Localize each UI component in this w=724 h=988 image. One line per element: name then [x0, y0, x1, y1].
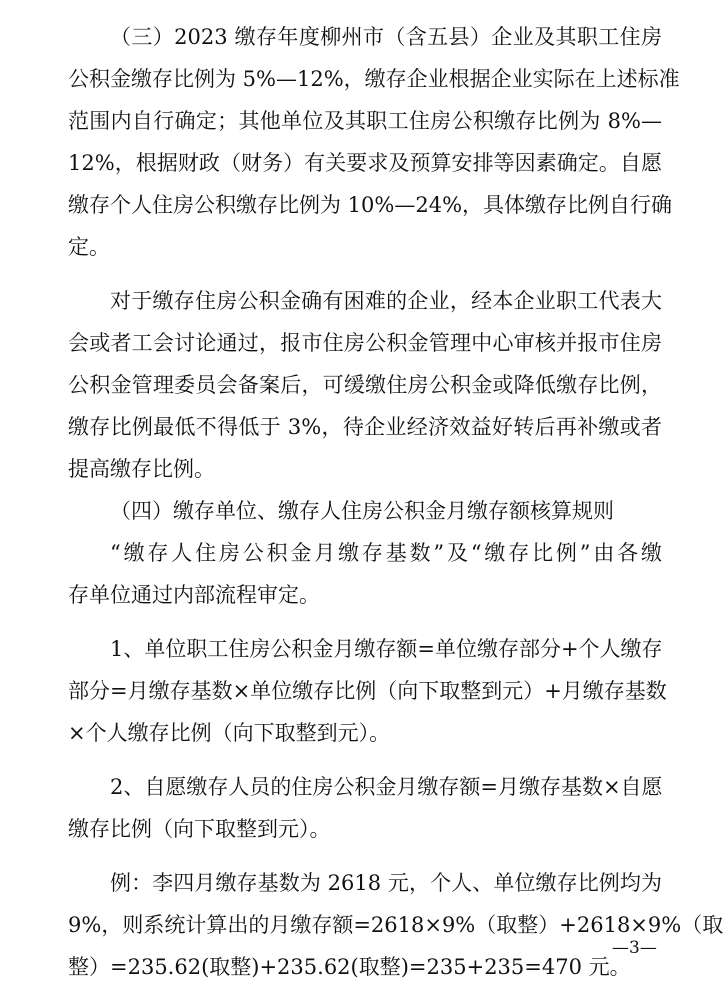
page-number: —3— — [612, 938, 657, 958]
text-line: 1、单位职工住房公积金月缴存额=单位缴存部分+个人缴存 — [110, 637, 663, 661]
text-line: 范围内自行确定；其他单位及其职工住房公积缴存比例为 8%— — [68, 109, 662, 133]
text-line: 2、自愿缴存人员的住房公积金月缴存额=月缴存基数×自愿 — [110, 775, 663, 799]
text-line: “缴存人住房公积金月缴存基数”及“缴存比例”由各缴 — [110, 541, 662, 565]
text-line: 公积金缴存比例为 5%—12%，缴存企业根据企业实际在上述标准 — [68, 67, 680, 91]
text-line: 提高缴存比例。 — [68, 457, 215, 481]
text-line: 缴存个人住房公积缴存比例为 10%—24%，具体缴存比例自行确 — [68, 193, 673, 217]
text-line: 9%，则系统计算出的月缴存额=2618×9%（取整）+2618×9%（取 — [68, 913, 724, 937]
paragraph-example — [68, 862, 724, 988]
text-line: 整）=235.62(取整)+235.62(取整)=235+235=470 元。 — [68, 955, 631, 979]
paragraph-rule-1 — [68, 628, 667, 754]
text-line: 部分=月缴存基数×单位缴存比例（向下取整到元）+月缴存基数 — [68, 679, 667, 703]
text-line: 12%，根据财政（财务）有关要求及预算安排等因素确定。自愿 — [68, 151, 662, 175]
paragraph-base-and-ratio — [68, 532, 662, 616]
text-line: 会或者工会讨论通过，报市住房公积金管理中心审核并报市住房 — [68, 331, 662, 355]
section-heading-calculation-rules: （四）缴存单位、缴存人住房公积金月缴存额核算规则 — [110, 499, 614, 523]
paragraph-difficulty-enterprises — [68, 280, 662, 490]
paragraph-contribution-ratio — [68, 16, 680, 268]
paragraph-rule-2 — [68, 766, 662, 850]
text-line: 缴存比例最低不得低于 3%，待企业经济效益好转后再补缴或者 — [68, 415, 662, 439]
paragraph-gap — [68, 754, 662, 766]
paragraph-gap — [68, 616, 662, 628]
paragraph-gap — [68, 268, 662, 280]
text-line: 对于缴存住房公积金确有困难的企业，经本企业职工代表大 — [110, 289, 662, 313]
text-line: 例：李四月缴存基数为 2618 元，个人、单位缴存比例均为 — [110, 871, 662, 895]
paragraph-gap — [68, 850, 662, 862]
document-page — [68, 16, 724, 988]
text-line: 缴存比例（向下取整到元）。 — [68, 817, 331, 841]
text-line: 定。 — [68, 235, 110, 259]
text-line: ×个人缴存比例（向下取整到元）。 — [68, 721, 391, 745]
text-line: 存单位通过内部流程审定。 — [68, 583, 320, 607]
text-line: 公积金管理委员会备案后，可缓缴住房公积金或降低缴存比例， — [68, 373, 662, 397]
text-line: （三）2023 缴存年度柳州市（含五县）企业及其职工住房 — [110, 25, 662, 49]
